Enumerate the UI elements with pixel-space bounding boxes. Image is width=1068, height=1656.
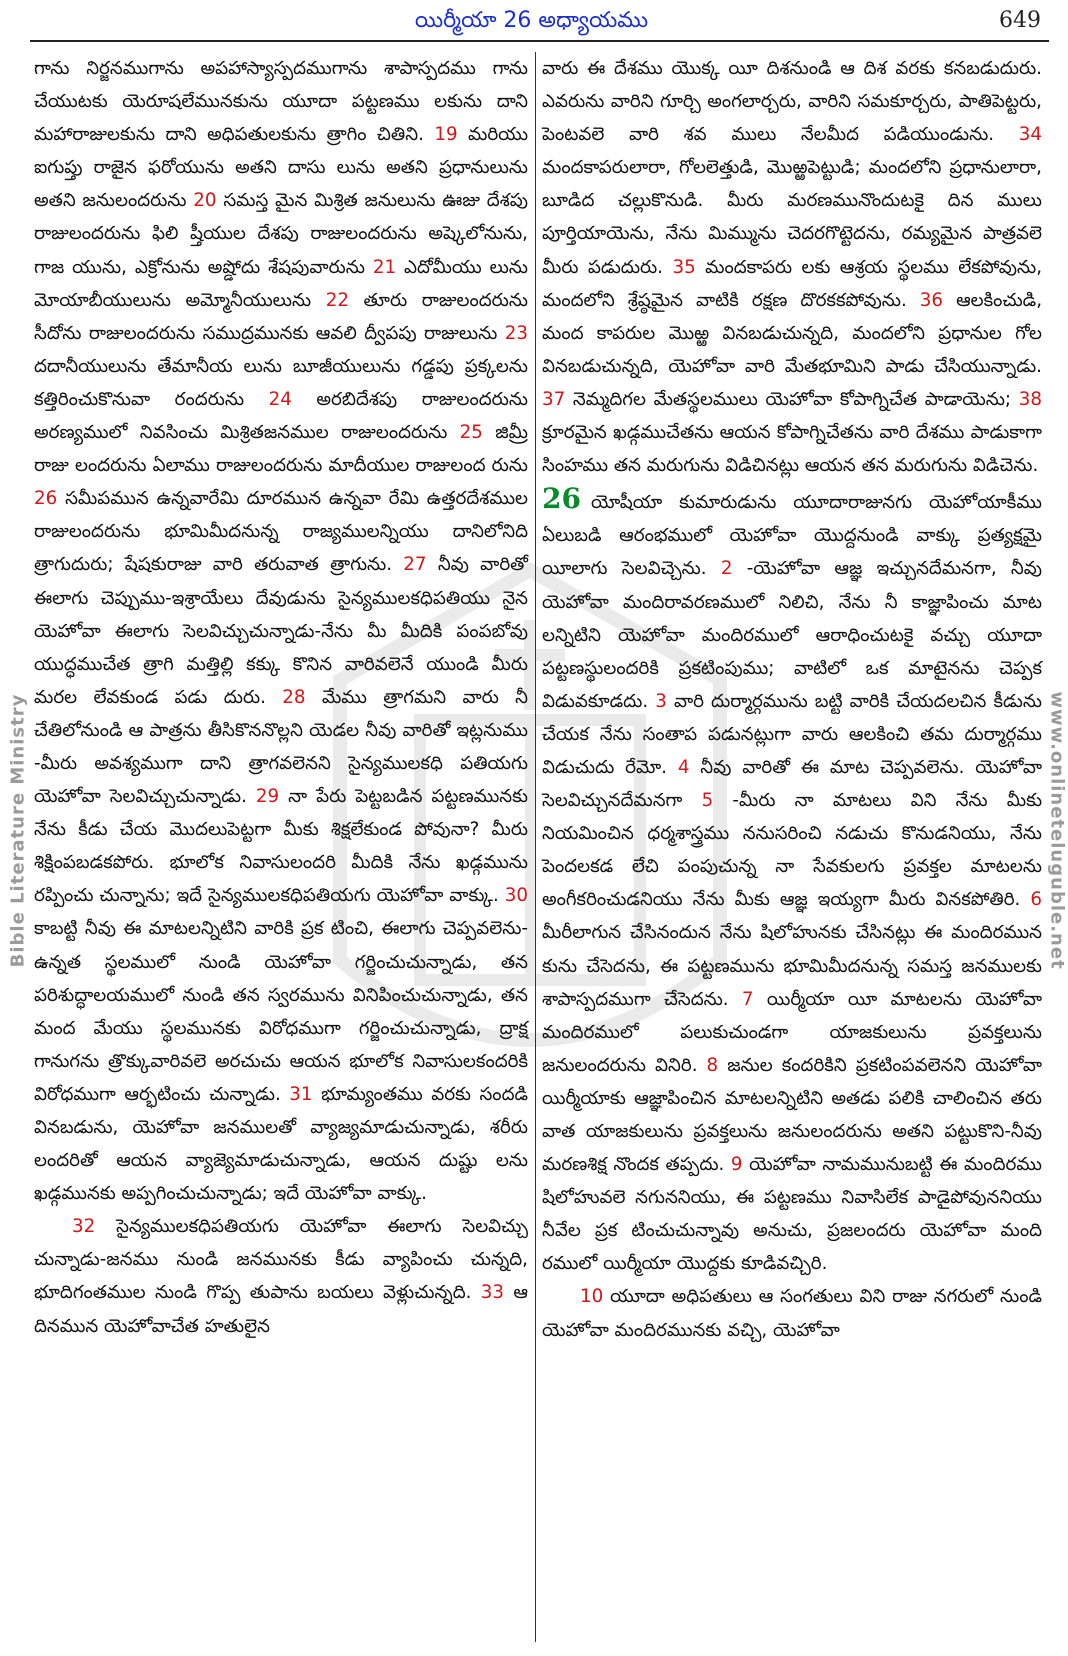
verse-number: 19 [434,124,458,146]
verse-number: 38 [1018,388,1042,410]
verse-number: 26 [34,488,58,510]
verse-number: 32 [72,1216,96,1238]
verse-number: 29 [255,786,280,808]
verse-number: 31 [289,1083,313,1105]
ministry-label: Bible Literature Ministry [7,693,29,968]
verse-number: 4 [677,756,690,778]
chapter-number: 26 [542,482,581,516]
running-title: యిర్మీయా 26 అధ్యాయము [414,8,649,33]
verse-number: 20 [193,190,217,212]
verse-number: 6 [1030,889,1043,911]
verse-number: 28 [282,686,306,708]
verse-number: 35 [672,256,696,278]
verse-number: 27 [403,554,427,576]
right-column [542,52,1042,1642]
verse-number: 37 [542,388,566,410]
website-label: www.onlineteluguble.net [1046,691,1068,970]
verse-number: 23 [504,322,528,344]
verse-number: 7 [741,988,754,1010]
paragraph: 10 యూదా అధిపతులు ఆ సంగతులు విని రాజు నగరులో నుండి యెహోవా మందిరమునకు వచ్చి, యెహోవా [542,1286,1042,1341]
paragraph: గాను నిర్జనముగాను అపహాస్యాస్పదముగాను శాపాస్పదము గాను చేయుటకు యెరూషలేమునకును యూదా పట్టణము లకును దాని మహారాజులకును దాని అధిపతులకును త్రాగిం చితిని. 19 మరియు ఐగుప్తు రాజైన ఫరోయును అతని దాసు లును అతని ప్రధానులును అతని జనులందరును 20 సమస్త మైన మిశ్రిత జనులును ఊజు దేశపు రాజులందరును ఫిలి ష్తీయుల దేశపు రాజులందరును అష్కెలోనును, గాజ యును, ఎక్రోనును అష్డోదు శేషపువారును 21 ఎదోమీయు లును మోయాబీయులును అమ్మోనీయులును 22 తూరు రాజులందరును సీదోను రాజులందరును సముద్రమునకు ఆవలి ద్వీపపు రాజులును 23 దదానీయులును తేమానీయ లును బూజీయులును గడ్డపు ప్రక్కలను కత్తిరించుకొనువా రందరును 24 అరబిదేశపు రాజులందరును అరణ్యములో నివసించు మిశ్రితజనముల రాజులందరును 25 జిమ్రీ రాజు లందరును ఏలాము రాజులందరును మాదీయుల రాజులంద రును 26 సమీపమున ఉన్నవారేమి దూరమున ఉన్నవా రేమి ఉత్తరదేశముల రాజులందరును భూమిమీదనున్న రాజ్యములన్నియు దానిలోనిది త్రాగుదురు; షేషకురాజు వారి తరువాత త్రాగును. 27 నీవు వారితో ఈలాగు చెప్పుము-ఇశ్రాయేలు దేవుడును సైన్యములకధిపతియు నైన యెహోవా ఈలాగు సెలవిచ్చుచున్నాడు-నేను మీ మీదికి పంపబోవు యుద్ధముచేత త్రాగి మత్తిల్లి కక్కు కొనిన వారివలెనే యుండి మీరు మరల లేవకుండ పడు దురు. 28 మేము త్రాగమని వారు నీ చేతిలోనుండి ఆ పాత్రను తీసికొననొల్లని యెడల నీవు వారితో ఇట్లనుము -మీరు అవశ్యముగా దాని త్రాగవలెనని సైన్యములకధి పతియగు యెహోవా సెలవిచ్చుచున్నాడు. 29 నా పేరు పెట్టబడిన పట్టణమునకు నేను కీడు చేయ మొదలుపెట్టగా మీకు శిక్షలేకుండ పోవునా? మీరు శిక్షింపబడకపోరు. భూలోక నివాసులందరి మీదికి నేను ఖడ్గమును రప్పించు చున్నాను; ఇదే సైన్యములకధిపతియగు యెహోవా వాక్కు. 30 కాబట్టి నీవు ఈ మాటలన్నిటిని వారికి ప్రక టించి, ఈలాగు చెప్పవలెను-ఉన్నత స్థలములో నుండి యెహోవా గర్జించుచున్నాడు, తన పరిశుద్ధాలయములో నుండి తన స్వరమును వినిపించుచున్నాడు, తన మంద మేయు స్థలమునకు విరోధముగా గర్జించుచున్నాడు, ద్రాక్ష గానుగను త్రొక్కువారివలె అరచుచు ఆయన భూలోక నివాసులకందరికి విరోధముగా ఆర్భటించు చున్నాడు. 31 భూమ్యంతము వరకు సందడి వినబడును, యెహోవా జనములతో వ్యాజ్యమాడుచున్నాడు, శరీరు లందరితో ఆయన వ్యాజ్యెమాడుచున్నాడు, ఆయన దుష్టు లను ఖడ్గమునకు అప్పగించుచున్నాడు; ఇదే యెహోవా వాక్కు. [34,58,529,1205]
verse-number: 10 [580,1286,604,1308]
verse-number: 25 [459,422,483,444]
side-text-left [0,620,29,1040]
verse-number: 36 [919,289,944,311]
verse-number: 33 [480,1282,505,1304]
left-column [34,52,528,1642]
paragraph: వారు ఈ దేశము యొక్క యీ దిశనుండి ఆ దిశ వరకు కనబడుదురు. ఎవరును వారిని గూర్చి అంగలార్చరు, వారిని సమకూర్చరు, పాతిపెట్టరు, పెంటవలె వారి శవ ములు నేలమీద పడియుండును. 34 మందకాపరులారా, గోలలెత్తుడి, మొఱ్ఱపెట్టుడి; మందలోని ప్రధానులారా, బూడిద చల్లుకొనుడి. మీరు మరణమునొందుటకై దిన ములు పూర్తియాయెను, నేను మిమ్మును చెదరగొట్టెదను, రమ్యమైన పాత్రవలె మీరు పడుదురు. 35 మందకాపరు లకు ఆశ్రయ స్థలము లేకపోవును, మందలోని శ్రేష్ఠమైన వాటికి రక్షణ దొరకకపోవును. 36 ఆలకించుడి, మంద కాపరుల మొఱ్ఱ వినబడుచున్నది, మందలోని ప్రధానుల గోల వినబడుచున్నది, యెహోవా వారి మేతభూమిని పాడు చేసియున్నాడు. 37 నెమ్మదిగల మేతస్థలములు యెహోవా కోపాగ్నిచేత పాడాయెను; 38 క్రూరమైన ఖడ్గముచేతను ఆయన కోపాగ్నిచేతను వారి దేశము పాడుకాగా సింహము తన మరుగును విడిచినట్లు ఆయన తన మరుగును విడిచెను. [542,58,1043,477]
verse-number: 22 [325,289,349,311]
paragraph: 32 సైన్యములకధిపతియగు యెహోవా ఈలాగు సెలవిచ్చు చున్నాడు-జనము నుండి జనమునకు కీడు వ్యాపించు చున్నది, భూదిగంతముల నుండి గొప్ప తుపాను బయలు వెళ్లుచున్నది. 33 ఆ దినమున యెహోవాచేత హతులైన [34,1216,528,1337]
verse-number: 30 [504,885,528,907]
column-divider [535,52,536,1642]
verse-number: 24 [268,388,292,410]
verse-number: 34 [1018,124,1042,146]
verse-number: 8 [706,1054,719,1076]
verse-number: 21 [372,256,397,278]
page-header [0,0,1063,40]
verse-number: 2 [720,558,733,580]
verse-number: 5 [701,790,714,812]
page-number: 649 [999,8,1041,33]
paragraph: 26 యోషీయా కుమారుడును యూదారాజునగు యెహోయాకీము ఏలుబడి ఆరంభములో యెహోవా యొద్దనుండి వాక్కు ప్రత్యక్షమై యీలాగు సెలవిచ్చెను. 2 -యెహోవా ఆజ్ఞ ఇచ్చునదేమనగా, నీవు యెహోవా మందిరావరణములో నిలిచి, నేను నీ కాజ్ఞాపించు మాట లన్నిటిని యెహోవా మందిరములో ఆరాధించుటకై వచ్చు యూదా పట్టణస్థులందరికి ప్రకటింపుము; వాటిలో ఒక మాటైనను చెప్పక విడువకూడదు. 3 వారి దుర్మార్గమును బట్టి వారికి చేయదలచిన కీడును చేయక నేను సంతాప పడునట్లుగా వారు ఆలకించి తమ దుర్మార్గము విడుచుదు రేమో. 4 నీవు వారితో ఈ మాట చెప్పవలెను. యెహోవా సెలవిచ్చునదేమనగా 5 -మీరు నా మాటలు విని నేను మీకు నియమించిన ధర్మశాస్త్రము ననుసరించి నడుచు కొనుడనియు, నేను పెందలకడ లేచి పంపుచున్న నా సేవకులగు ప్రవక్తల మాటలను అంగీకరించుడనియు నేను మీకు ఆజ్ఞ ఇయ్యగా మీరు వినకపోతిరి. 6 మీరీలాగున చేసినందున నేను షిలోహునకు చేసినట్లు ఈ మందిరమున కును చేసెదను, ఈ పట్టణమును భూమిమీదనున్న సమస్త జనములకు శాపాస్పదముగా చేసెదను. 7 యిర్మీయా యీ మాటలను యెహోవా మందిరములో పలుకుచుండగా యాజకులును ప్రవక్తలును జనులందరును వినిరి. 8 జనుల కందరికిని ప్రకటింపవలెనని యెహోవా యిర్మీయాకు ఆజ్ఞాపించిన మాటలన్నిటిని అతడు పలికి చాలించిన తరు వాత యాజకులును ప్రవక్తలును జనులందరును అతని పట్టుకొని-నీవు మరణశిక్ష నొందక తప్పదు. 9 యెహోవా నామమునుబట్టి ఈ మందిరము షిలోహువలె నగుననియు, ఈ పట్టణము నివాసిలేక పాడైపోవుననియు నీవేల ప్రక టించుచున్నావు అనుచు, ప్రజలందరు యెహోవా మంది రములో యిర్మీయా యొద్దకు కూడివచ్చిరి. [542,482,1043,1275]
header-rule [30,40,1049,42]
verse-number: 9 [730,1154,743,1176]
verse-number: 3 [655,690,667,712]
